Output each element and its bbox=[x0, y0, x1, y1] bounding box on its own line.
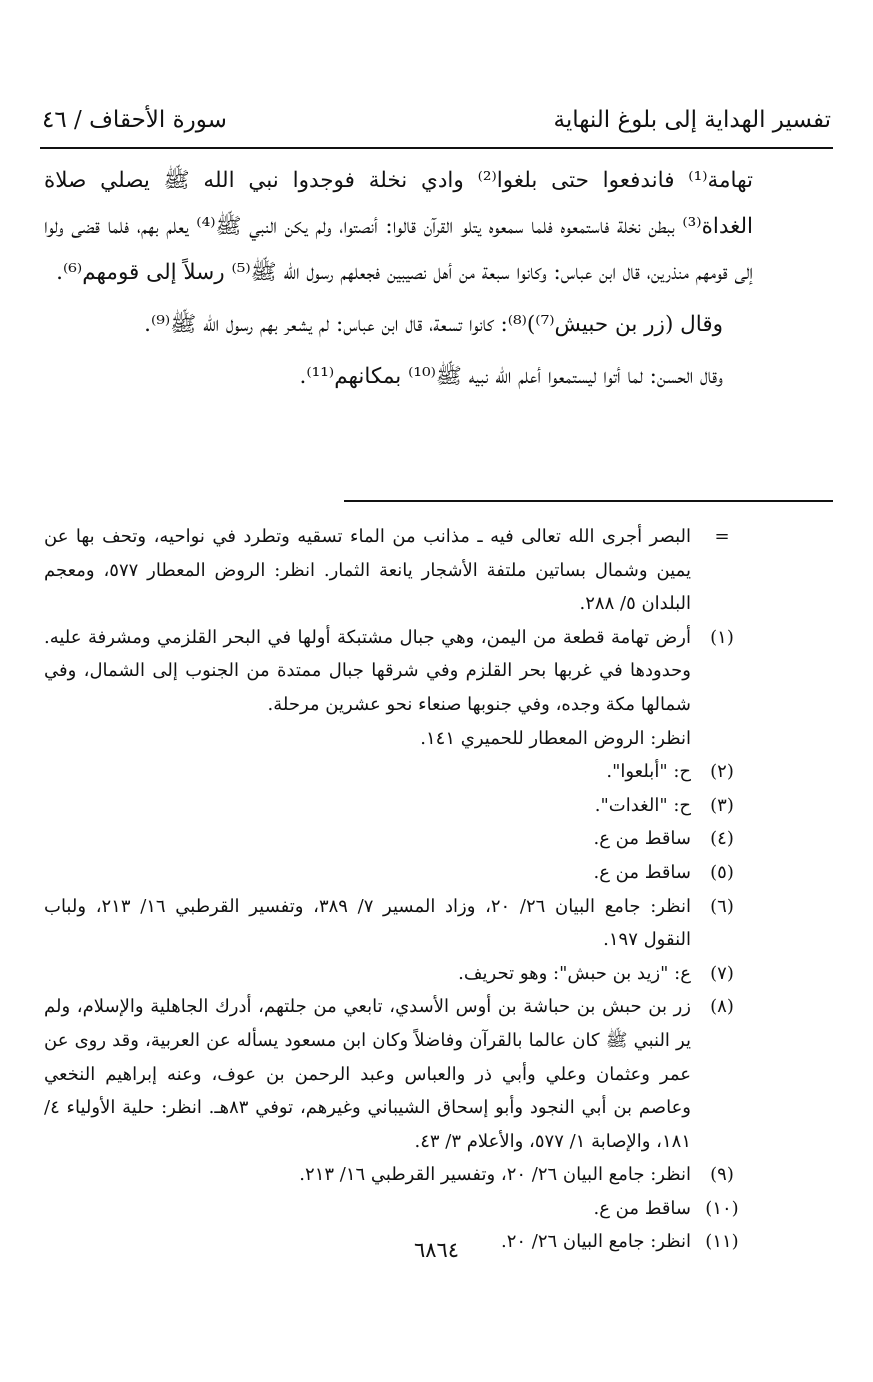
footnote-number: (٤) bbox=[710, 828, 734, 850]
running-header bbox=[42, 100, 831, 140]
footnote-number: (١) bbox=[710, 626, 734, 648]
header-rule bbox=[40, 147, 833, 149]
footnote-number: (١١) bbox=[705, 1231, 739, 1253]
footnote bbox=[44, 890, 753, 957]
footnotes bbox=[44, 520, 753, 1259]
footnote bbox=[44, 722, 753, 756]
footnote-text: ح: "الغدات". bbox=[594, 794, 691, 816]
page-number: ٦٨٦٤ bbox=[413, 1238, 460, 1262]
footnote bbox=[44, 520, 753, 621]
main-paragraph: وقال (زر بن حبيش⁽⁷⁾)⁽⁸⁾: كانوا تسعة، قال ابن عباس: لم يشعر بهم رسول الله ﷺ⁽⁹⁾. bbox=[144, 312, 723, 337]
footnote bbox=[44, 789, 753, 823]
footnote-number: (١٠) bbox=[705, 1197, 739, 1219]
footnote bbox=[44, 755, 753, 789]
footnote-separator bbox=[344, 500, 833, 502]
footnote bbox=[44, 957, 753, 991]
surah-info: سورة الأحقاف / ٤٦ bbox=[42, 107, 227, 133]
footnote-text: انظر: جامع البيان ٢٦/ ٢٠، وزاد المسير ٧/ ٣٨٩، وتفسير القرطبي ١٦/ ٢١٣، ولباب النقول ١٩٧. bbox=[44, 895, 691, 951]
footnote-text: أرض تهامة قطعة من اليمن، وهي جبال مشتبكة أولها في البحر القلزمي ومشرفة عليه. وحدودها في غربها بحر القلزم وفي شرقها جبال ممتدة من الجنوب إلى الشمال، وفي شمالها مكة وجده، وفي جنوبها صنعاء نحو عشرين مرحلة. bbox=[44, 626, 691, 715]
main-text bbox=[44, 158, 753, 406]
footnote bbox=[44, 1192, 753, 1226]
footnote bbox=[44, 990, 753, 1158]
footnote-text: ساقط من ع. bbox=[593, 861, 691, 883]
footnote-text: ع: "زيد بن حبش": وهو تحريف. bbox=[458, 962, 691, 984]
book-title: تفسير الهداية إلى بلوغ النهاية bbox=[553, 107, 831, 133]
footnote-text: ح: "أبلعوا". bbox=[606, 761, 691, 783]
footnote-text: ساقط من ع. bbox=[593, 1197, 691, 1219]
main-paragraph: وقال الحسن: لما أتوا ليستمعوا أعلم الله نبيه ﷺ⁽¹⁰⁾ بمكانهم⁽¹¹⁾. bbox=[299, 364, 723, 389]
footnote bbox=[44, 856, 753, 890]
footnote-text: انظر: جامع البيان ٢٦/ ٢٠، وتفسير القرطبي ١٦/ ٢١٣. bbox=[299, 1164, 691, 1186]
footnote bbox=[44, 822, 753, 856]
footnote-text: انظر: جامع البيان ٢٦/ ٢٠. bbox=[500, 1231, 691, 1253]
footnote-number: (٩) bbox=[710, 1164, 734, 1186]
footnote-number: (٦) bbox=[710, 895, 734, 917]
footnote-number: (٥) bbox=[710, 861, 734, 883]
footnote-text: ساقط من ع. bbox=[593, 828, 691, 850]
footnote-number: (٣) bbox=[710, 794, 734, 816]
footnote-text: زر بن حبش بن حباشة بن أوس الأسدي، تابعي من جلتهم، أدرك الجاهلية والإسلام، ولم ير النبي ﷺ كان عالما بالقرآن وفاضلاً وكان ابن مسعود يسأله عن العربية، وقد روى عن عمر وعثمان وعلي وأبي ذر والعباس وعبد الرحمن بن عوف، وعنه إبراهيم النخعي وعاصم بن أبي النجود وأبو إسحاق الشيباني وغيرهم، توفي ٨٣هـ. انظر: حلية الأولياء ٤/ ١٨١، والإصابة ١/ ٥٧٧، والأعلام ٣/ ٤٣. bbox=[44, 996, 692, 1152]
main-paragraph: تهامة⁽¹⁾ فاندفعوا حتى بلغوا⁽²⁾ وادي نخلة فوجدوا نبي الله ﷺ يصلي صلاة الغداة⁽³⁾ ببطن نخلة فاستمعوه فلما سمعوه يتلو القرآن قالوا: أنصتوا، ولم يكن النبي ﷺ⁽⁴⁾ يعلم بهم، فلما قضى ولوا إلى قومهم منذرين، قال ابن عباس: وكانوا سبعة من أهل نصيبين فجعلهم رسول الله ﷺ⁽⁵⁾ رسلاً إلى قومهم⁽⁶⁾. bbox=[44, 168, 753, 285]
footnote-text: البصر أجرى الله تعالى فيه ـ مذانب من الماء تسقيه وتطرد في نواحيه، وتحف بها عن يمين وشمال بساتين ملتفة الأشجار يانعة الثمار. انظر: الروض المعطار ٥٧٧، ومعجم البلدان ٥/ ٢٨٨. bbox=[44, 526, 691, 615]
footnote-number: (٢) bbox=[710, 761, 734, 783]
footnote-text: انظر: الروض المعطار للحميري ١٤١. bbox=[420, 727, 691, 749]
footnote bbox=[44, 1158, 753, 1192]
footnote-number: (٧) bbox=[710, 962, 734, 984]
footnote bbox=[44, 621, 753, 722]
footnote-number: = bbox=[714, 526, 730, 547]
footnote-number: (٨) bbox=[710, 996, 734, 1018]
